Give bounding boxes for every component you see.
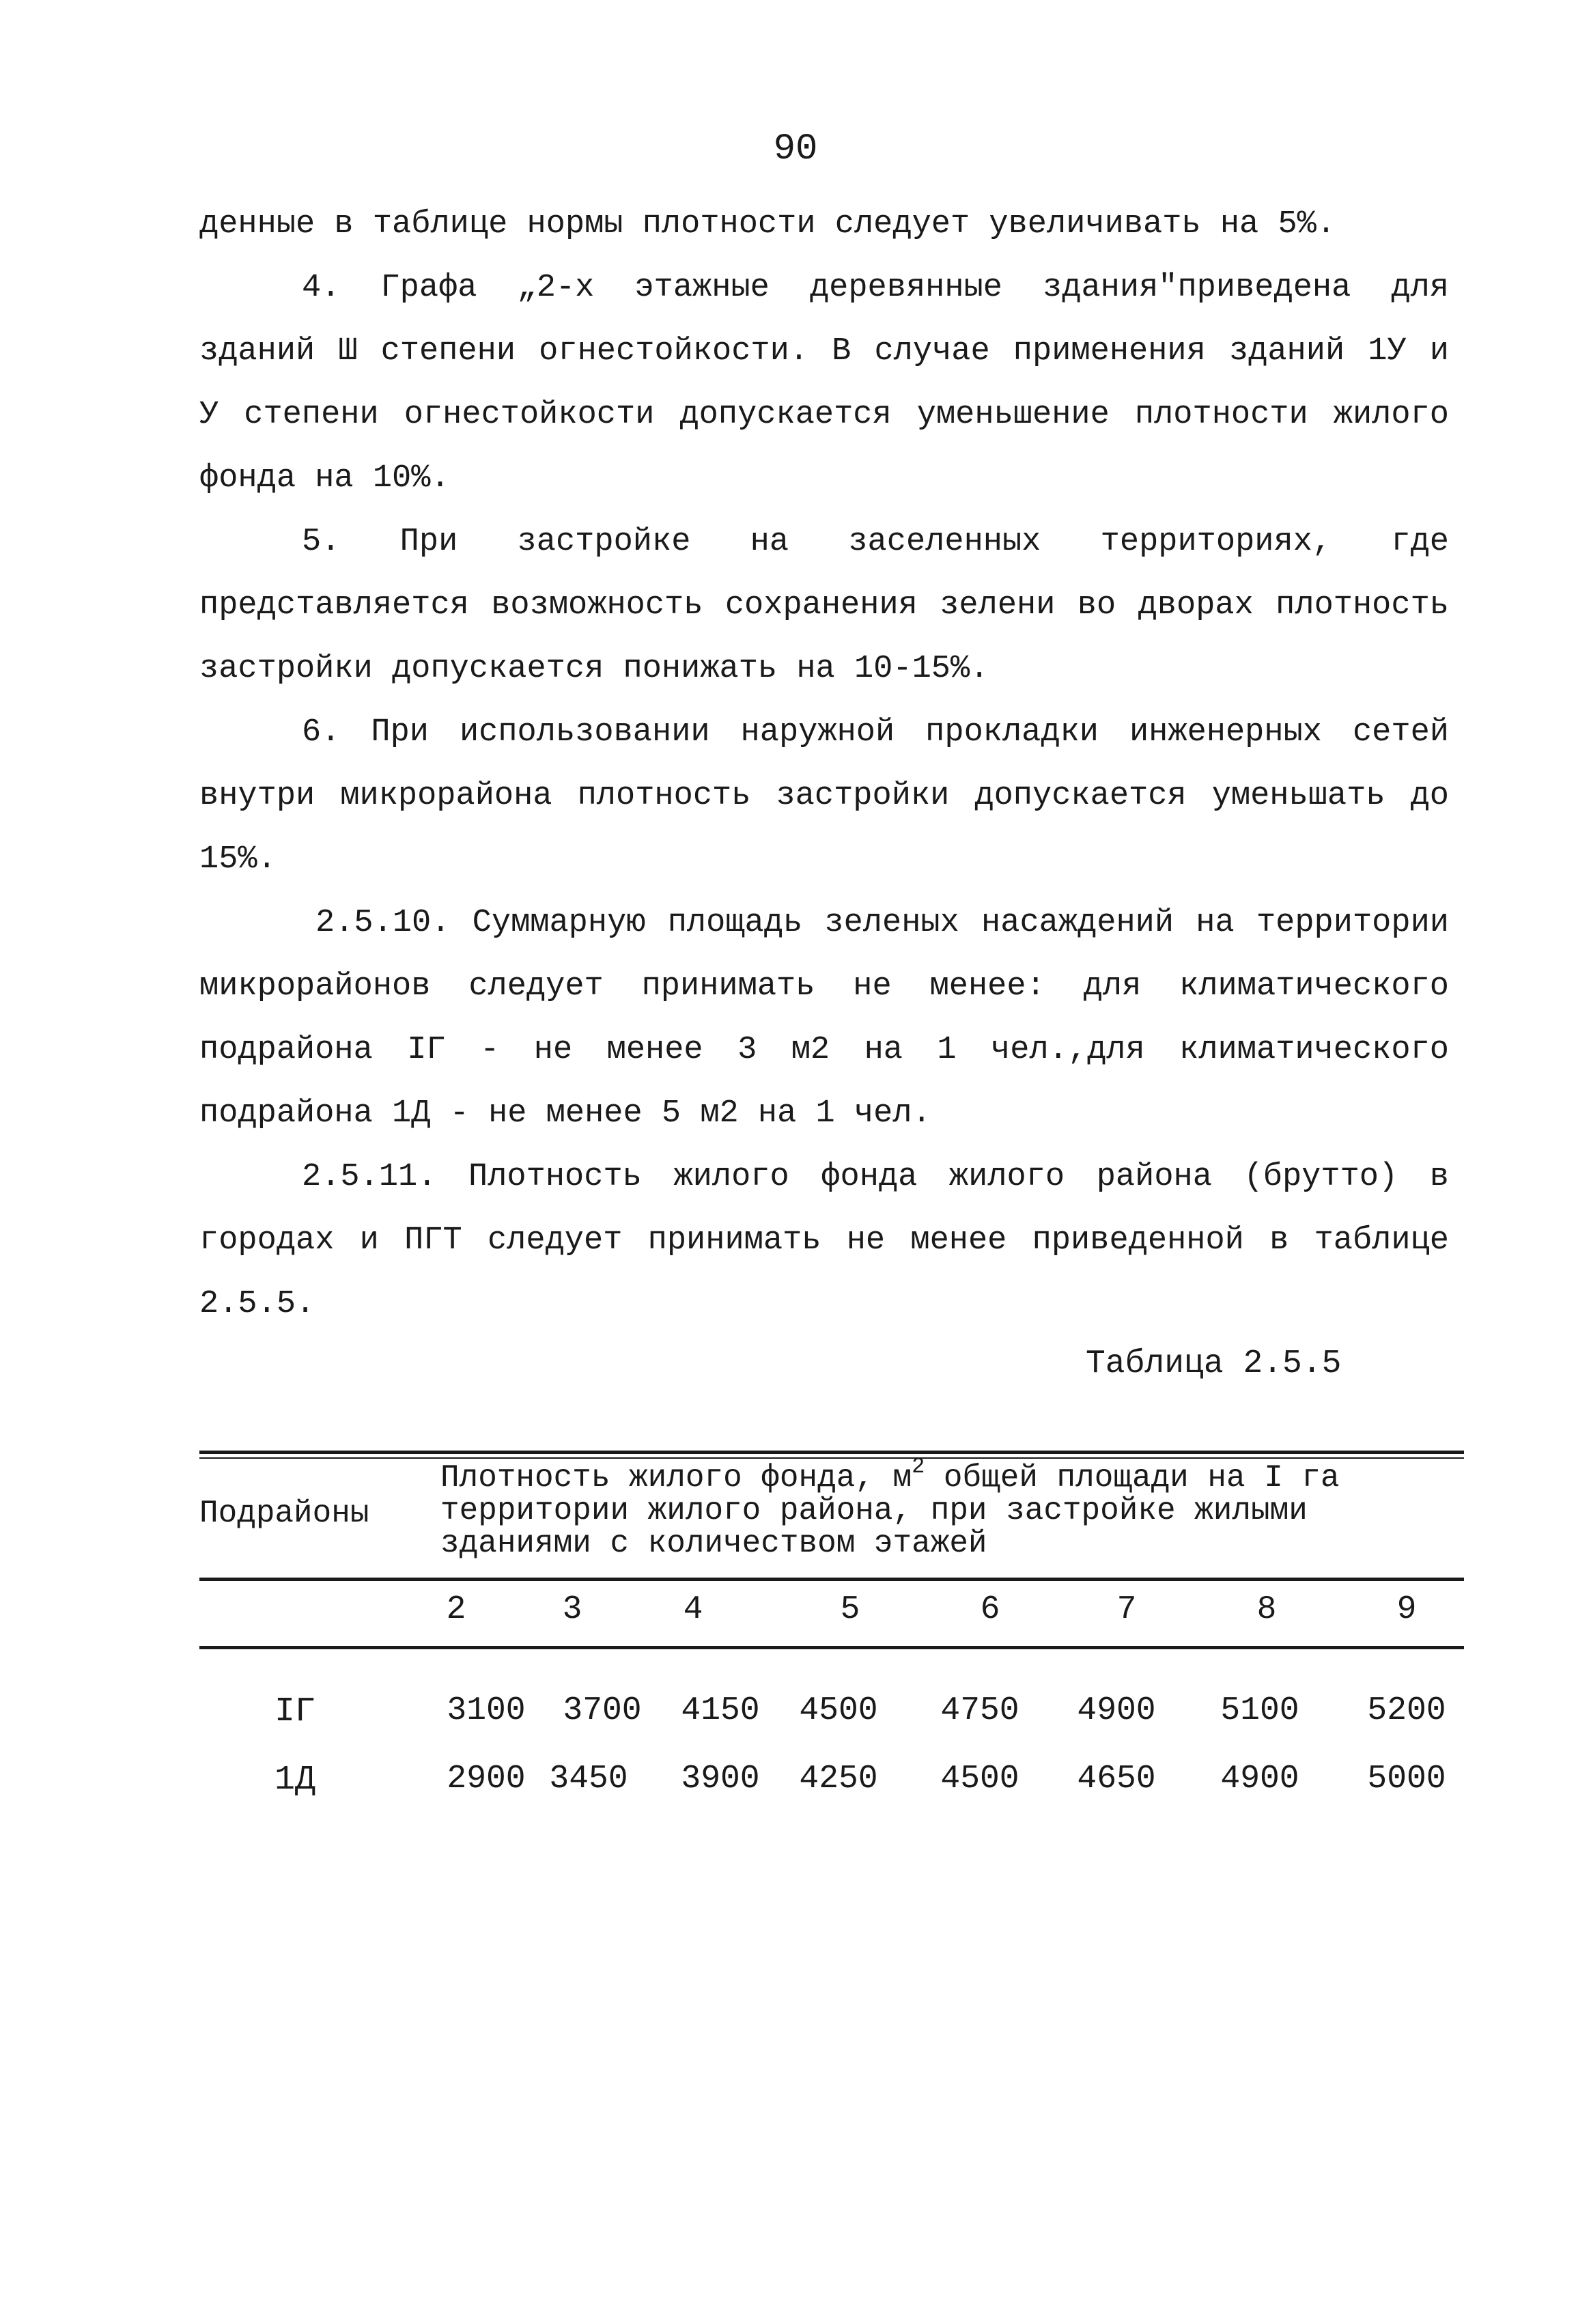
page-number: 90 xyxy=(773,128,818,170)
paragraph-continuation: денные в таблице нормы плотности следует увеличивать на 5%. xyxy=(199,206,1336,242)
table-cell: 4250 xyxy=(799,1761,878,1797)
header-density-text: Плотность жилого фонда, м xyxy=(440,1460,912,1496)
table-cell: 5100 xyxy=(1220,1692,1299,1729)
floor-header: 8 xyxy=(1256,1591,1277,1628)
paragraph-item-6: 6. При использовании наружной прокладки инженерных сетей внутри микрорайона плотность застройки допускается уменьшать до 15%. xyxy=(199,714,1449,878)
table-caption: Таблица 2.5.5 xyxy=(1086,1345,1342,1382)
paragraph-2-5-10: 2.5.10. Суммарную площадь зеленых насаждений на территории микрорайонов следует принимать не менее: для климатического подрайона IГ - не менее 3 м2 на 1 чел.,для климатического подрайона 1Д - не менее 5 м2 на 1 чел. xyxy=(199,905,1449,1132)
table-top-rule xyxy=(199,1451,1464,1454)
table-cell: 4500 xyxy=(940,1761,1019,1797)
table-cell: 4750 xyxy=(940,1692,1019,1729)
floor-header: 3 xyxy=(562,1591,582,1628)
table-top-rule-thin xyxy=(199,1457,1464,1459)
table-cell: 5000 xyxy=(1367,1761,1446,1797)
table-header-rule xyxy=(199,1578,1464,1581)
table-cell: 4500 xyxy=(799,1692,878,1729)
header-density-superscript: 2 xyxy=(912,1454,925,1479)
table-cell: 2900 xyxy=(447,1761,526,1797)
floor-header: 5 xyxy=(840,1591,860,1628)
table-cell: 3900 xyxy=(681,1761,760,1797)
header-subregions: Подрайоны xyxy=(199,1496,369,1531)
table-cell: 3450 xyxy=(549,1761,628,1797)
header-density xyxy=(440,1454,1437,1561)
table-cell: 4650 xyxy=(1077,1761,1156,1797)
floor-header: 6 xyxy=(980,1591,1000,1628)
paragraph-item-4: 4. Графа „2-х этажные деревянные здания"приведена для зданий Ш степени огнестойкости. В случае применения зданий 1У и У степени огнестойкости допускается уменьшение плотности жилого фонда на 10%. xyxy=(199,270,1449,496)
table-cell: 4150 xyxy=(681,1692,760,1729)
body-text xyxy=(199,193,1449,1336)
row-label: 1Д xyxy=(274,1761,315,1800)
table-cell: 3700 xyxy=(563,1692,642,1729)
floor-header: 4 xyxy=(683,1591,703,1628)
table-cell: 4900 xyxy=(1077,1692,1156,1729)
table-cell: 4900 xyxy=(1220,1761,1299,1797)
row-label: IГ xyxy=(274,1692,315,1731)
floor-header: 2 xyxy=(446,1591,466,1628)
floor-header: 7 xyxy=(1116,1591,1137,1628)
table-cell: 3100 xyxy=(447,1692,526,1729)
paragraph-2-5-11: 2.5.11. Плотность жилого фонда жилого района (брутто) в городах и ПГТ следует принимать не менее приведенной в таблице 2.5.5. xyxy=(199,1159,1449,1322)
floor-header: 9 xyxy=(1396,1591,1417,1628)
header-density-text-rest: общей площади на I га территории жилого района, при застройке жилыми зданиями с количеством этажей xyxy=(440,1460,1340,1561)
table-floors-rule xyxy=(199,1646,1464,1649)
table-cell: 5200 xyxy=(1367,1692,1446,1729)
paragraph-item-5: 5. При застройке на заселенных территориях, где представляется возможность сохранения зелени во дворах плотность застройки допускается понижать на 10-15%. xyxy=(199,524,1449,687)
